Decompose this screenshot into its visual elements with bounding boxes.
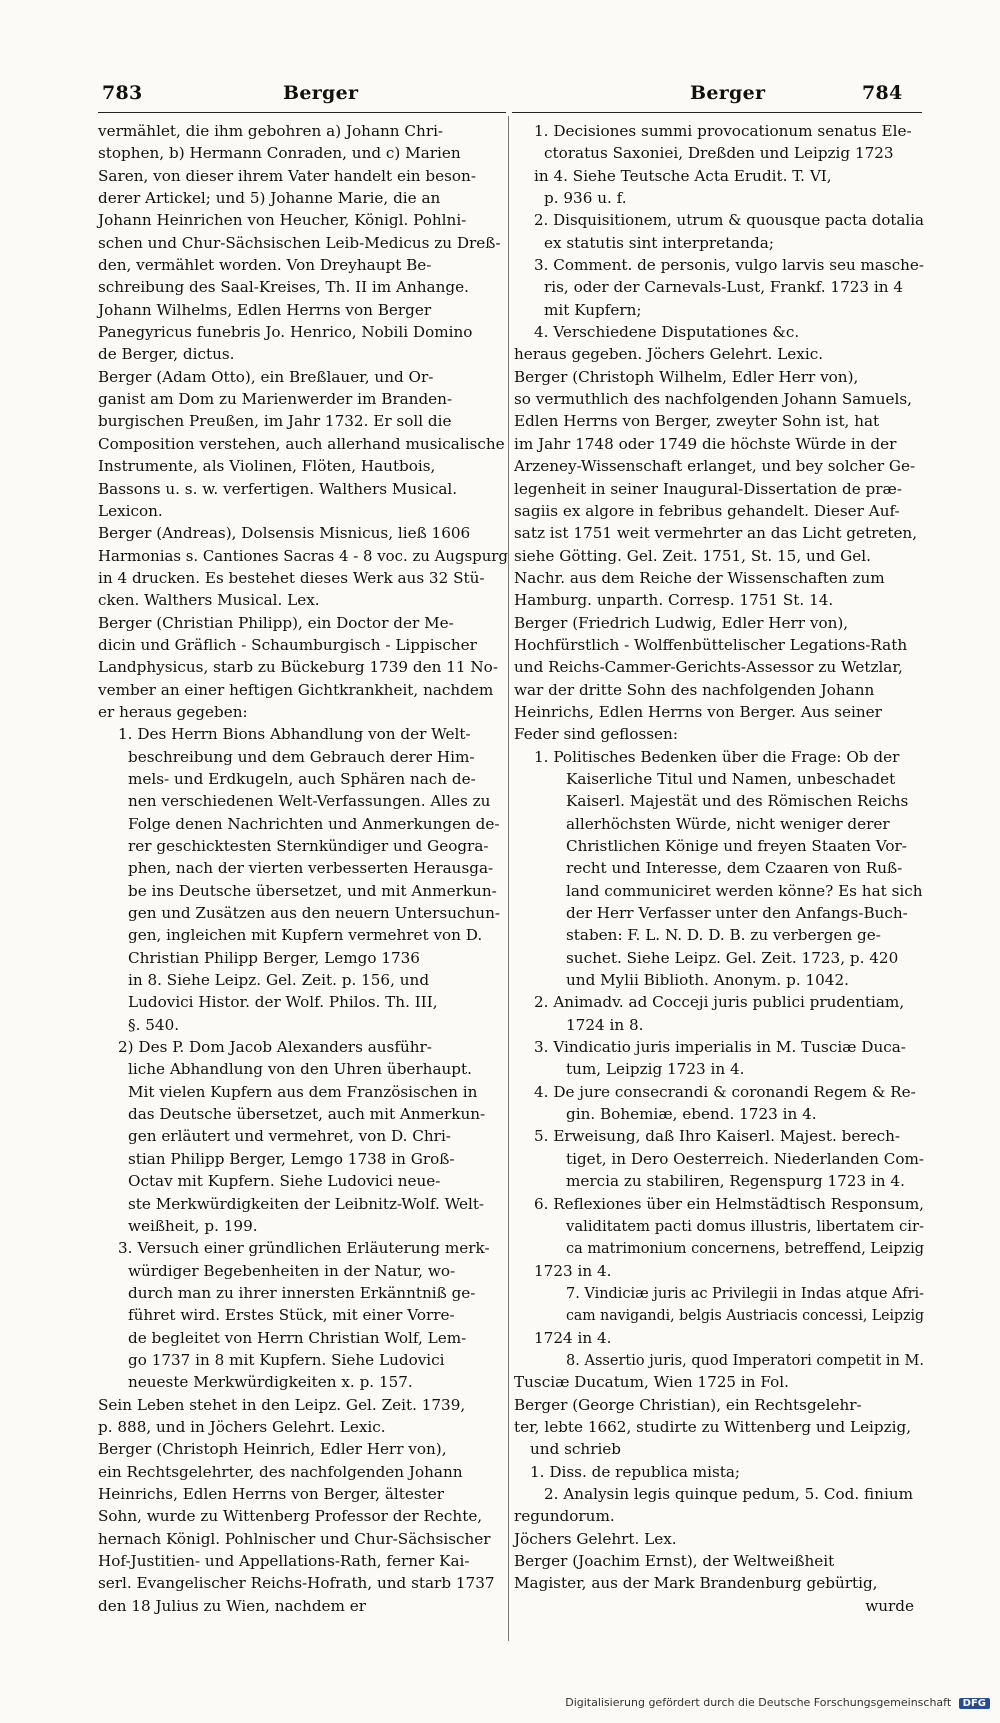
text-line: Berger (Christoph Heinrich, Edler Herr von), xyxy=(98,1440,447,1459)
text-line: nen verschiedenen Welt-Verfassungen. Alles zu xyxy=(128,792,491,811)
footer-credit xyxy=(565,1696,990,1709)
text-line: derer Artickel; und 5) Johanne Marie, die an xyxy=(98,189,441,208)
text-line: und Mylii Biblioth. Anonym. p. 1042. xyxy=(566,971,849,990)
left-column xyxy=(98,120,508,1617)
text-line: 3. Comment. de personis, vulgo larvis seu masche- xyxy=(534,256,925,275)
text-line: ste Merkwürdigkeiten der Leibnitz-Wolf. Welt- xyxy=(128,1194,485,1213)
text-line: siehe Götting. Gel. Zeit. 1751, St. 15, und Gel. xyxy=(514,546,871,565)
text-line: beschreibung und dem Gebrauch derer Him- xyxy=(128,747,475,766)
text-line: Hochfürstlich - Wolffenbüttelischer Legations-Rath xyxy=(514,635,908,654)
text-line: 1. Des Herrn Bions Abhandlung von der Welt- xyxy=(118,725,471,744)
text-line: neueste Merkwürdigkeiten x. p. 157. xyxy=(128,1373,413,1392)
text-line: 1724 in 4. xyxy=(534,1328,612,1347)
text-line: Ludovici Histor. der Wolf. Philos. Th. III, xyxy=(128,993,438,1012)
text-line: Berger (Friedrich Ludwig, Edler Herr von), xyxy=(514,613,849,632)
text-line: Feder sind geflossen: xyxy=(514,725,678,744)
text-line: suchet. Siehe Leipz. Gel. Zeit. 1723, p. 420 xyxy=(566,948,899,967)
text-line: schen und Chur-Sächsischen Leib-Medicus zu Dreß- xyxy=(98,233,501,252)
text-line: Saren, von dieser ihrem Vater handelt ein beson- xyxy=(98,166,476,185)
text-line: Instrumente, als Violinen, Flöten, Hautbois, xyxy=(98,457,436,476)
text-line: recht und Interesse, dem Czaaren von Ruß- xyxy=(566,859,903,878)
text-line: gin. Bohemiæ, ebend. 1723 in 4. xyxy=(566,1105,817,1124)
text-line: ctoratus Saxoniei, Dreßden und Leipzig 1723 xyxy=(544,144,894,163)
text-line: 8. Assertio juris, quod Imperatori competit in M. xyxy=(566,1350,924,1369)
text-line: Berger (Joachim Ernst), der Weltweißheit xyxy=(514,1552,835,1570)
text-line: Berger (Christian Philipp), ein Doctor der Me- xyxy=(98,613,454,632)
text-line: und Reichs-Cammer-Gerichts-Assessor zu Wetzlar, xyxy=(514,658,903,677)
text-line: vember an einer heftigen Gichtkrankheit, nachdem xyxy=(98,680,494,699)
text-line: serl. Evangelischer Reichs-Hofrath, und starb 1737 xyxy=(98,1574,495,1593)
text-line: 1. Decisiones summi provocationum senatus Ele- xyxy=(534,122,912,140)
column-divider xyxy=(508,116,509,1641)
text-line: heraus gegeben. Jöchers Gelehrt. Lexic. xyxy=(514,345,824,364)
text-line: §. 540. xyxy=(128,1015,180,1034)
text-line: den 18 Julius zu Wien, nachdem er xyxy=(98,1596,367,1615)
text-line: das Deutsche übersetzet, auch mit Anmerkun- xyxy=(128,1105,486,1124)
text-line: in 4 drucken. Es bestehet dieses Werk aus 32 Stü- xyxy=(98,568,485,587)
text-line: 1. Politisches Bedenken über die Frage: Ob der xyxy=(534,747,900,766)
text-line: in 8. Siehe Leipz. Gel. Zeit. p. 156, und xyxy=(128,971,430,990)
text-line: 5. Erweisung, daß Ihro Kaiserl. Majest. berech- xyxy=(534,1127,901,1146)
text-line: er heraus gegeben: xyxy=(98,702,248,721)
text-line: go 1737 in 8 mit Kupfern. Siehe Ludovici xyxy=(128,1350,445,1369)
text-line: 2) Des P. Dom Jacob Alexanders ausführ- xyxy=(118,1038,432,1057)
text-line: p. 888, und in Jöchers Gelehrt. Lexic. xyxy=(98,1417,386,1436)
text-line: Heinrichs, Edlen Herrns von Berger. Aus seiner xyxy=(514,702,882,721)
text-line: 4. De jure consecrandi & coronandi Regem & Re- xyxy=(534,1082,916,1101)
text-line: weißheit, p. 199. xyxy=(128,1216,258,1235)
text-line: 2. Disquisitionem, utrum & quousque pacta dotalia xyxy=(534,211,924,230)
text-line: cken. Walthers Musical. Lex. xyxy=(98,591,320,610)
text-line: ca matrimonium concernens, betreffend, Leipzig xyxy=(566,1239,924,1258)
right-column xyxy=(514,120,924,1617)
text-line: 2. Animadv. ad Cocceji juris publici prudentiam, xyxy=(534,993,905,1012)
text-line: Jöchers Gelehrt. Lex. xyxy=(514,1529,677,1548)
text-line: Harmonias s. Cantiones Sacras 4 - 8 voc. zu Augspurg xyxy=(98,546,508,565)
text-line: allerhöchsten Würde, nicht weniger derer xyxy=(566,814,890,833)
text-line: Composition verstehen, auch allerhand musicalische xyxy=(98,434,505,453)
text-line: führet wird. Erstes Stück, mit einer Vorre- xyxy=(128,1306,455,1325)
text-line: Octav mit Kupfern. Siehe Ludovici neue- xyxy=(128,1172,441,1191)
text-line: 6. Reflexiones über ein Helmstädtisch Responsum, xyxy=(534,1194,924,1213)
text-line: burgischen Preußen, im Jahr 1732. Er soll die xyxy=(98,412,452,431)
text-line: 1. Diss. de republica mista; xyxy=(530,1462,741,1481)
text-line: 3. Versuch einer gründlichen Erläuterung merk- xyxy=(118,1239,490,1258)
footer-text: Digitalisierung gefördert durch die Deutsche Forschungsgemeinschaft xyxy=(565,1696,952,1709)
text-line: Magister, aus der Mark Brandenburg gebürtig, xyxy=(514,1574,878,1593)
text-line: Hamburg. unparth. Corresp. 1751 St. 14. xyxy=(514,591,834,610)
text-line: rer geschicktesten Sternkündiger und Geogra- xyxy=(128,837,489,855)
text-line: validitatem pacti domus illustris, libertatem cir- xyxy=(566,1216,925,1235)
text-line: tum, Leipzig 1723 in 4. xyxy=(566,1060,745,1079)
text-line: 1723 in 4. xyxy=(534,1261,612,1280)
text-line: 3. Vindicatio juris imperialis in M. Tusciæ Duca- xyxy=(534,1038,906,1057)
text-line: liche Abhandlung von den Uhren überhaupt. xyxy=(128,1060,472,1079)
text-line: Johann Heinrichen von Heucher, Königl. Pohlni- xyxy=(98,211,467,230)
text-line: durch man zu ihrer innersten Erkänntniß ge- xyxy=(128,1283,476,1302)
text-line: land communiciret werden könne? Es hat sich xyxy=(566,881,923,900)
text-line: im Jahr 1748 oder 1749 die höchste Würde in der xyxy=(514,434,897,453)
text-line: ter, lebte 1662, studirte zu Wittenberg und Leipzig, xyxy=(514,1417,912,1436)
text-line: Hof-Justitien- und Appellations-Rath, ferner Kai- xyxy=(98,1552,470,1570)
text-line: so vermuthlich des nachfolgenden Johann Samuels, xyxy=(514,390,912,409)
text-line: p. 936 u. f. xyxy=(544,189,627,208)
text-line: Berger (Andreas), Dolsensis Misnicus, ließ 1606 xyxy=(98,524,471,543)
text-line: stophen, b) Hermann Conraden, und c) Marien xyxy=(98,144,461,163)
text-line: den, vermählet worden. Von Dreyhaupt Be- xyxy=(98,256,432,275)
dfg-logo: DFG xyxy=(959,1698,990,1709)
text-line: Sohn, wurde zu Wittenberg Professor der Rechte, xyxy=(98,1507,483,1526)
text-line: schreibung des Saal-Kreises, Th. II im Anhange. xyxy=(98,278,469,297)
text-line: satz ist 1751 weit vermehrter an das Licht getreten, xyxy=(514,524,918,543)
text-line: mit Kupfern; xyxy=(544,300,642,319)
text-line: gen, ingleichen mit Kupfern vermehret von D. xyxy=(128,926,483,945)
text-line: phen, nach der vierten verbesserten Herausga- xyxy=(128,859,494,878)
text-line: Christlichen Könige und freyen Staaten Vor- xyxy=(566,837,907,855)
running-head-left: Berger xyxy=(283,82,359,104)
text-line: Nachr. aus dem Reiche der Wissenschaften zum xyxy=(514,568,885,587)
text-line: Bassons u. s. w. verfertigen. Walthers Musical. xyxy=(98,479,458,498)
text-line: Berger (George Christian), ein Rechtsgelehr- xyxy=(514,1395,862,1414)
text-line: be ins Deutsche übersetzet, und mit Anmerkun- xyxy=(128,881,497,900)
text-line: tiget, in Dero Oesterreich. Niederlanden Com- xyxy=(566,1149,924,1168)
text-line: Kaiserl. Majestät und des Römischen Reichs xyxy=(566,792,909,811)
header-rule-right xyxy=(512,112,922,113)
text-line: der Herr Verfasser unter den Anfangs-Buch- xyxy=(566,904,908,923)
text-line: mercia zu stabiliren, Regenspurg 1723 in 4. xyxy=(566,1172,905,1191)
text-line: ein Rechtsgelehrter, des nachfolgenden Johann xyxy=(98,1462,463,1481)
text-line: Heinrichs, Edlen Herrns von Berger, ältester xyxy=(98,1484,444,1503)
text-line: Kaiserliche Titul und Namen, unbeschadet xyxy=(566,769,896,788)
text-line: gen und Zusätzen aus den neuern Untersuchun- xyxy=(128,904,500,923)
text-line: Berger (Adam Otto), ein Breßlauer, und Or- xyxy=(98,367,434,386)
text-line: Berger (Christoph Wilhelm, Edler Herr von), xyxy=(514,367,859,386)
text-line: Folge denen Nachrichten und Anmerkungen de- xyxy=(128,814,500,833)
text-line: Edlen Herrns von Berger, zweyter Sohn ist, hat xyxy=(514,412,880,431)
text-line: und schrieb xyxy=(530,1440,622,1459)
text-line: in 4. Siehe Teutsche Acta Erudit. T. VI, xyxy=(534,166,832,185)
text-line: würdiger Begebenheiten in der Natur, wo- xyxy=(128,1261,456,1280)
text-line: stian Philipp Berger, Lemgo 1738 in Groß- xyxy=(128,1149,455,1168)
text-line: vermählet, die ihm gebohren a) Johann Chri- xyxy=(98,122,444,140)
text-line: 4. Verschiedene Disputationes &c. xyxy=(534,323,800,342)
text-line: wurde xyxy=(865,1596,914,1615)
text-line: cam navigandi, belgis Austriacis concessi, Leipzig xyxy=(566,1306,924,1325)
text-line: ris, oder der Carnevals-Lust, Frankf. 1723 in 4 xyxy=(544,278,904,297)
text-line: regundorum. xyxy=(514,1507,615,1526)
text-line: dicin und Gräflich - Schaumburgisch - Lippischer xyxy=(98,635,477,654)
text-line: hernach Königl. Pohlnischer und Chur-Sächsischer xyxy=(98,1529,491,1548)
text-line: Sein Leben stehet in den Leipz. Gel. Zeit. 1739, xyxy=(98,1395,466,1414)
text-line: legenheit in seiner Inaugural-Dissertation de præ- xyxy=(514,479,902,498)
text-line: Tusciæ Ducatum, Wien 1725 in Fol. xyxy=(514,1373,789,1392)
text-line: mels- und Erdkugeln, auch Sphären nach de- xyxy=(128,769,476,788)
text-line: Mit vielen Kupfern aus dem Französischen in xyxy=(128,1082,478,1101)
text-line: war der dritte Sohn des nachfolgenden Johann xyxy=(514,680,875,699)
page-number-right: 784 xyxy=(862,82,903,104)
text-line: Landphysicus, starb zu Bückeburg 1739 den 11 No- xyxy=(98,658,498,677)
text-line: Lexicon. xyxy=(98,501,163,520)
text-line: sagiis ex algore in febribus gehandelt. Dieser Auf- xyxy=(514,501,900,520)
page-number-left: 783 xyxy=(102,82,143,104)
header-rule-left xyxy=(98,112,506,113)
text-line: Arzeney-Wissenschaft erlanget, und bey solcher Ge- xyxy=(514,457,916,476)
text-line: de Berger, dictus. xyxy=(98,345,235,364)
text-line: 1724 in 8. xyxy=(566,1015,644,1034)
running-head-right: Berger xyxy=(690,82,766,104)
text-line: Johann Wilhelms, Edlen Herrns von Berger xyxy=(98,300,432,319)
text-line: Panegyricus funebris Jo. Henrico, Nobili Domino xyxy=(98,323,473,342)
text-line: 7. Vindiciæ juris ac Privilegii in Indas atque Afri- xyxy=(566,1283,925,1302)
text-line: gen erläutert und vermehret, von D. Chri- xyxy=(128,1127,451,1146)
text-line: staben: F. L. N. D. D. B. zu verbergen ge- xyxy=(566,926,881,945)
text-line: 2. Analysin legis quinque pedum, 5. Cod. finium xyxy=(544,1484,914,1503)
text-line: ganist am Dom zu Marienwerder im Branden- xyxy=(98,390,453,409)
text-line: Christian Philipp Berger, Lemgo 1736 xyxy=(128,948,420,967)
text-line: de begleitet von Herrn Christian Wolf, Lem- xyxy=(128,1328,467,1347)
text-line: ex statutis sint interpretanda; xyxy=(544,233,774,252)
